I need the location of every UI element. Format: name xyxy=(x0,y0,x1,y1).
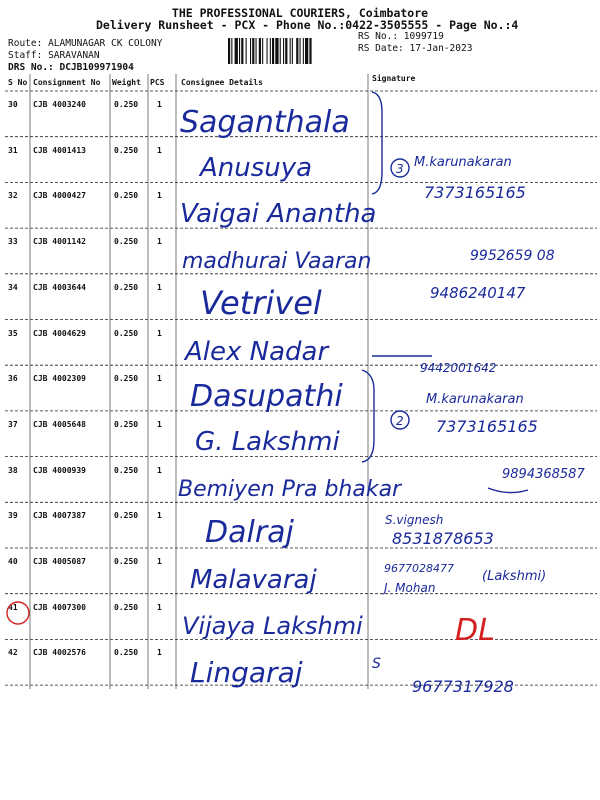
arrow-mark xyxy=(488,488,528,493)
sig-group1-number: 3 xyxy=(396,162,404,176)
route-label: Route: xyxy=(8,38,43,49)
runsheet-title: Delivery Runsheet - PCX - Phone No.:0422-3505555 - Page No.:4 xyxy=(96,18,519,32)
row-weight: 0.250 xyxy=(114,282,139,292)
sig-row34-phone: 9486240147 xyxy=(430,284,526,302)
row-consignment-no: CJB 4007387 xyxy=(33,511,86,521)
staff-value: SARAVANAN xyxy=(48,50,100,61)
sig-row41-mark: DL xyxy=(455,613,495,648)
consignee-hand-34: Vetrivel xyxy=(200,284,322,322)
route-value: ALAMUNAGAR CK COLONY xyxy=(48,38,163,49)
column-signature: Signature xyxy=(372,74,416,83)
column-consignment: Consignment No xyxy=(33,78,101,87)
row-pcs: 1 xyxy=(157,511,162,521)
row-weight: 0.250 xyxy=(114,648,139,658)
row-consignment-no: CJB 4001413 xyxy=(33,145,86,155)
column-weight: Weight xyxy=(112,78,141,87)
rs-no-value: 1099719 xyxy=(403,31,444,42)
sig-group1-phone: 7373165165 xyxy=(424,183,526,202)
column-sno: S No xyxy=(8,78,28,87)
consignee-hand-32: Vaigai Anantha xyxy=(180,199,377,229)
row-weight: 0.250 xyxy=(114,511,139,521)
row-pcs: 1 xyxy=(157,145,162,155)
row-pcs: 1 xyxy=(157,328,162,338)
sig-group2-name: M.karunakaran xyxy=(426,392,524,407)
sig-group2-number: 2 xyxy=(396,414,404,428)
row-sno: 33 xyxy=(8,237,18,247)
row-sno: 31 xyxy=(8,145,18,155)
row-consignment-no: CJB 4000427 xyxy=(33,191,86,201)
row-consignment-no: CJB 4002576 xyxy=(33,648,86,658)
row-pcs: 1 xyxy=(157,237,162,247)
row-sno: 32 xyxy=(8,191,18,201)
row-weight: 0.250 xyxy=(114,374,139,384)
row-weight: 0.250 xyxy=(114,557,139,566)
consignee-hand-31: Anusuya xyxy=(200,153,313,183)
red-circle-mark xyxy=(7,602,29,624)
sig-row42-phone: 9677317928 xyxy=(412,677,514,696)
rs-date-label: RS Date: xyxy=(358,43,404,54)
row-sno: 41 xyxy=(8,602,18,612)
consignee-hand-30: Saganthala xyxy=(180,105,350,140)
sig-row40-phone: 9677028477 xyxy=(384,562,454,575)
consignee-hand-39: Dalraj xyxy=(205,515,294,550)
column-pcs: PCS xyxy=(150,78,165,87)
row-consignment-no: CJB 4001142 xyxy=(33,237,86,247)
consignee-hand-40: Malavaraj xyxy=(190,565,317,595)
sig-row39-name: S.vignesh xyxy=(385,513,444,527)
row-pcs: 1 xyxy=(157,191,162,201)
row-consignment-no: CJB 4002309 xyxy=(33,374,86,384)
row-sno: 35 xyxy=(8,328,18,338)
rs-date-value: 17-Jan-2023 xyxy=(409,43,473,54)
sig-row38-phone: 9894368587 xyxy=(502,467,585,482)
row-pcs: 1 xyxy=(157,419,162,429)
row-consignment-no: CJB 4005087 xyxy=(33,557,86,566)
sig-row39-phone: 8531878653 xyxy=(392,529,494,548)
row-weight: 0.250 xyxy=(114,145,139,155)
staff-label: Staff: xyxy=(8,50,43,61)
consignee-hand-42: Lingaraj xyxy=(190,656,303,689)
sig-group2-phone: 7373165165 xyxy=(436,417,538,436)
sig-row35-phone: 9442001642 xyxy=(420,361,497,375)
row-weight: 0.250 xyxy=(114,237,139,247)
consignee-hand-35: Alex Nadar xyxy=(185,337,329,367)
row-consignment-no: CJB 4007300 xyxy=(33,602,86,612)
row-consignment-no: CJB 4003240 xyxy=(33,100,86,109)
row-weight: 0.250 xyxy=(114,419,139,429)
row-weight: 0.250 xyxy=(114,100,139,109)
consignee-hand-37: G. Lakshmi xyxy=(195,427,340,457)
sig-row40-name: J. Mohan xyxy=(384,581,436,595)
row-sno: 34 xyxy=(8,282,18,292)
consignee-hand-33: madhurai Vaaran xyxy=(182,249,372,274)
column-consignee: Consignee Details xyxy=(181,78,263,87)
sig-row42-prefix: S xyxy=(372,656,381,672)
row-weight: 0.250 xyxy=(114,328,139,338)
row-weight: 0.250 xyxy=(114,602,139,612)
row-sno: 37 xyxy=(8,419,18,429)
row-sno: 30 xyxy=(8,100,18,109)
drs-label: DRS No.: xyxy=(8,62,54,73)
row-consignment-no: CJB 4003644 xyxy=(33,282,86,292)
consignee-hand-36: Dasupathi xyxy=(190,379,343,414)
consignee-hand-41: Vijaya Lakshmi xyxy=(182,612,363,640)
row-pcs: 1 xyxy=(157,465,162,475)
sig-row40-note: (Lakshmi) xyxy=(482,569,547,584)
bracket-mark-1 xyxy=(372,92,382,194)
row-pcs: 1 xyxy=(157,374,162,384)
row-pcs: 1 xyxy=(157,557,162,566)
row-pcs: 1 xyxy=(157,602,162,612)
company-title: THE PROFESSIONAL COURIERS, Coimbatore xyxy=(171,6,429,20)
bracket-mark-2 xyxy=(362,370,374,462)
row-weight: 0.250 xyxy=(114,191,139,201)
row-consignment-no: CJB 4004629 xyxy=(33,328,86,338)
row-sno: 38 xyxy=(8,465,18,475)
consignee-hand-38: Bemiyen Pra bhakar xyxy=(178,477,402,502)
row-pcs: 1 xyxy=(157,100,162,109)
rs-no-label: RS No.: xyxy=(358,31,399,42)
row-sno: 39 xyxy=(8,511,18,521)
drs-value: DCJB109971904 xyxy=(59,62,134,73)
row-pcs: 1 xyxy=(157,282,162,292)
sig-row33-phone: 9952659 08 xyxy=(470,248,555,264)
row-weight: 0.250 xyxy=(114,465,139,475)
row-consignment-no: CJB 4005648 xyxy=(33,419,86,429)
row-pcs: 1 xyxy=(157,648,162,658)
row-sno: 36 xyxy=(8,374,18,384)
sig-group1-name: M.karunakaran xyxy=(414,155,512,170)
row-sno: 40 xyxy=(8,557,18,566)
row-sno: 42 xyxy=(8,648,18,658)
row-consignment-no: CJB 4000939 xyxy=(33,465,86,475)
